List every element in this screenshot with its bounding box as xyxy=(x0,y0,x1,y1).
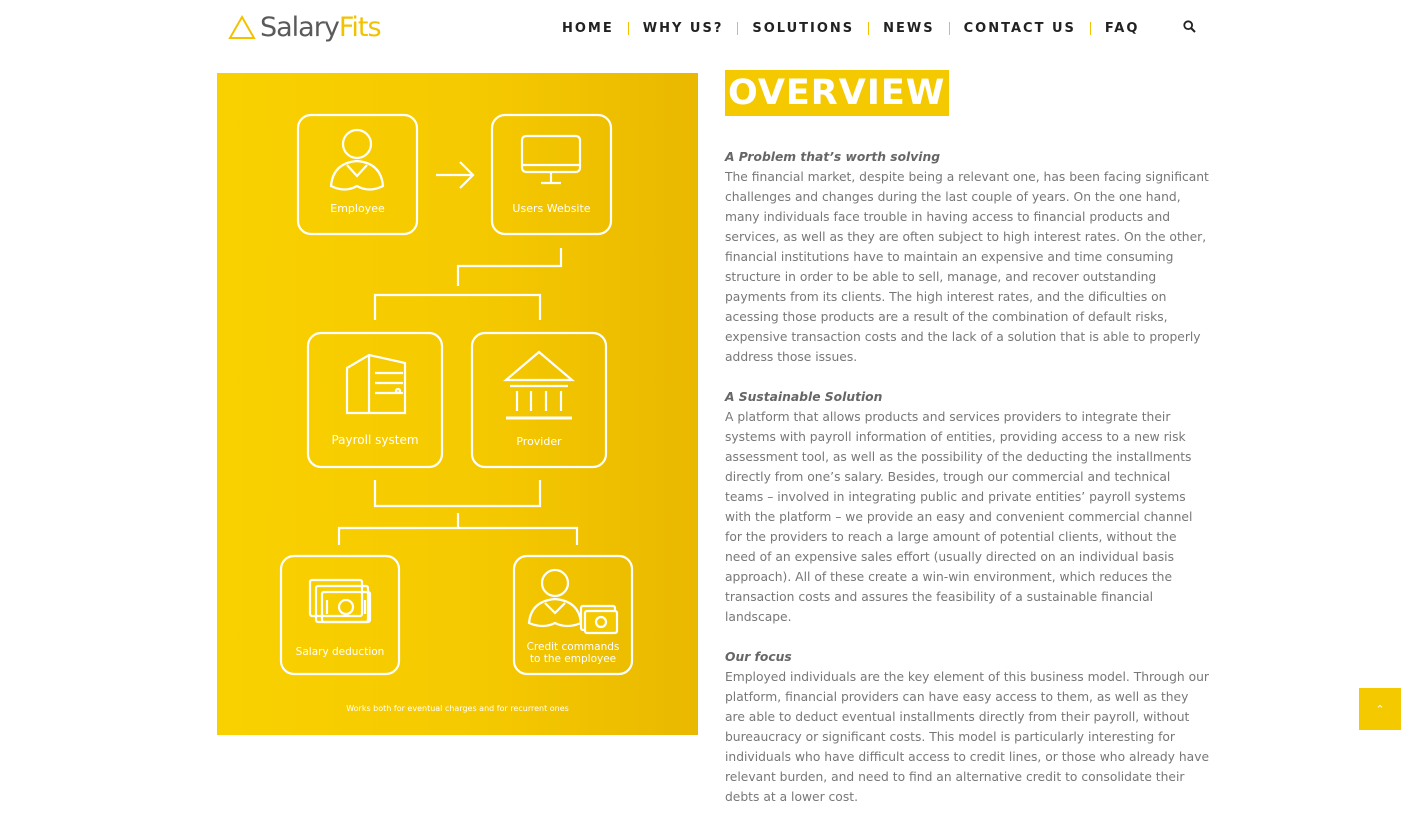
chevron-up-icon: ⌃ xyxy=(1375,703,1385,716)
nav-faq[interactable]: FAQ xyxy=(1104,20,1140,36)
section-body: The financial market, despite being a relevant one, has been facing significant challenges and changes during the last couple of years. On the one hand, many individuals face trouble in having access to financial products and services, as well as they are often subject to high interest rates. On the other, financial institutions have to maintain an expensive and time consuming structure in order to be able to sell, manage, and recover outstanding payments from its clients. The high interest rates, and the dificulties on acessing those products are a result of the combination of default risks, expensive transaction costs and the lack of a solution that is able to properly address those issues. xyxy=(725,170,1209,364)
connector-split-1 xyxy=(375,295,540,320)
logo[interactable] xyxy=(228,10,381,44)
section-title: Our focus xyxy=(725,650,792,664)
credit-commands-label: Credit commands to the employee xyxy=(526,641,620,665)
logo-text: SalaryFits xyxy=(260,11,381,43)
main-nav xyxy=(548,18,1153,38)
section-body: A platform that allows products and services providers to integrate their systems with payroll information of entities, providing access to a new risk assessment tool, as well as the possibility of the deducting the installments directly from one’s salary. Besides, trough our commercial and technical teams – involved in integrating public and private entities’ payroll systems with the platform – we provide an easy and convenient commercial channel for the providers to reach a large amount of potential clients, without the need of an expensive sales effort (usually directed on an individual basis approach). All of these create a win-win environment, which reduces the transaction costs and assures the feasibility of a sustainable financial landscape. xyxy=(725,410,1193,624)
connector-merge xyxy=(375,480,540,506)
connector-top xyxy=(458,248,561,286)
building-icon xyxy=(347,355,405,413)
nav-solutions[interactable]: SOLUTIONS xyxy=(752,20,855,36)
payroll-system-label: Payroll system xyxy=(331,433,419,447)
diagram-note: Works both for eventual charges and for recurrent ones xyxy=(346,704,569,713)
money-icon xyxy=(310,580,370,622)
provider-label: Provider xyxy=(516,435,562,448)
connector-split-2 xyxy=(339,528,577,545)
nav-home[interactable]: HOME xyxy=(562,20,614,36)
platform-diagram xyxy=(217,73,698,735)
search-icon[interactable] xyxy=(1183,20,1196,33)
section-body: Employed individuals are the key element of this business model. Through our platform, financial providers can have easy access to them, as well as they are able to deduct eventual installments directly from their payroll, without bureaucracy or significant costs. This model is particularly interesting for individuals who have difficult access to credit lines, or those who already have relevant burden, and need to find an alternative credit to consolidate their debts at a lower cost. xyxy=(725,670,1210,804)
arrow-right-icon xyxy=(436,162,473,188)
employee-label: Employee xyxy=(330,202,385,215)
nav-why-us[interactable]: WHY US? xyxy=(642,20,724,36)
users-website-label: Users Website xyxy=(512,202,591,215)
page-title: OVERVIEW xyxy=(725,70,949,116)
diagram-graphics xyxy=(217,73,698,735)
nav-contact-us[interactable]: CONTACT US xyxy=(963,20,1076,36)
person-icon xyxy=(331,130,383,190)
nav-news[interactable]: NEWS xyxy=(883,20,935,36)
salary-deduction-label: Salary deduction xyxy=(295,646,385,658)
overview-content xyxy=(725,147,1211,827)
logo-triangle-icon xyxy=(228,14,256,40)
section-title: A Problem that’s worth solving xyxy=(725,150,941,164)
bank-icon xyxy=(506,352,572,418)
section-title: A Sustainable Solution xyxy=(725,390,883,404)
monitor-icon xyxy=(522,136,580,183)
back-to-top-button[interactable] xyxy=(1359,688,1401,730)
person-money-icon xyxy=(529,570,617,633)
